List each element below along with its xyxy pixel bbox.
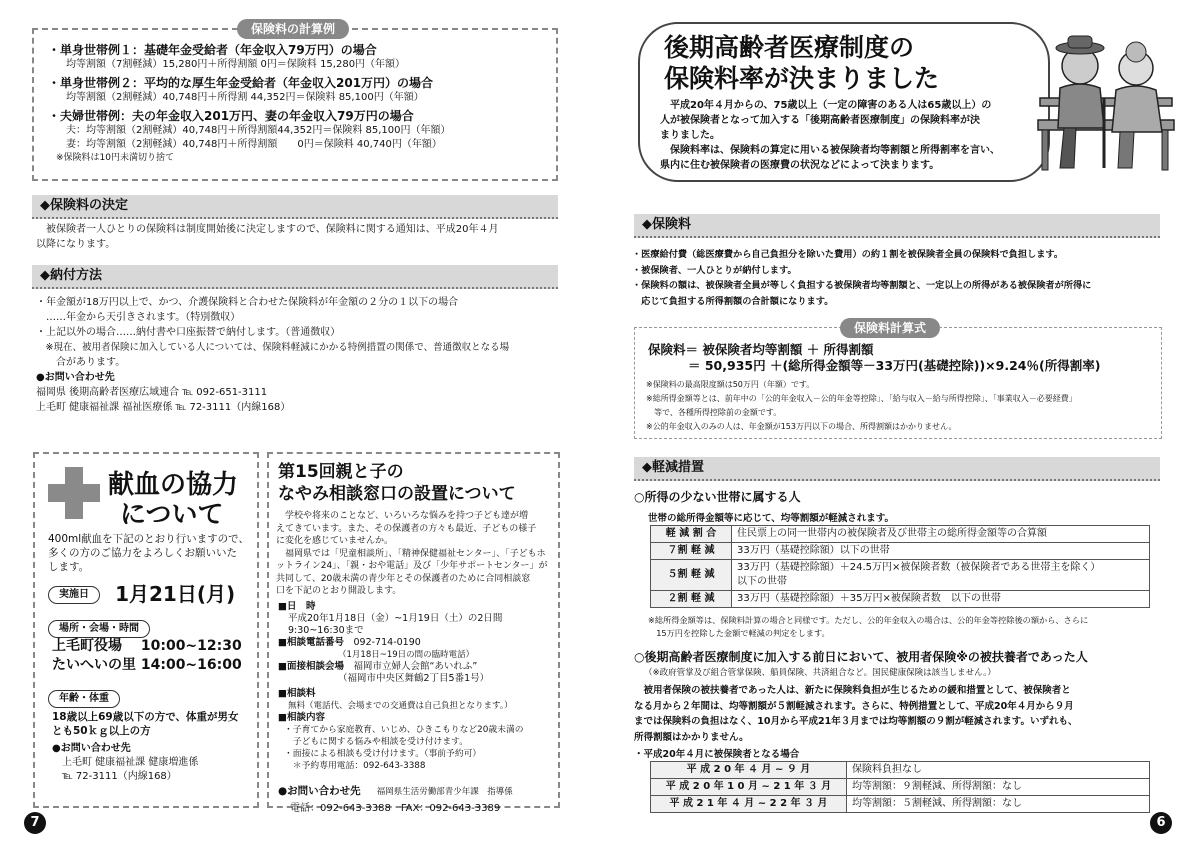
case-heading: ・単身世帯例１：基礎年金受給者（年金収入79万円）の場合 (48, 43, 377, 57)
table2-lead: ・平成20年４月に被保険者となる場合 (634, 749, 800, 760)
case-line: 夫：均等割額（2割軽減）40,748円＋所得割額44,352円＝保険料 85,100円（年額） (66, 125, 451, 136)
reduction-sub2-note: （※政府管掌及び組合管掌保険、船員保険、共済組合など。国民健康保険は該当しません。） (644, 668, 996, 678)
blood-age-text: 18歳以上69歳以下の方で、体重が男女 とも50ｋｇ以上の方 (52, 711, 239, 737)
calc-example-title: 保険料の計算例 (237, 19, 349, 39)
case-line: 妻：均等割額（2割軽減）40,748円＋所得割額 0円＝保険料 40,740円（年額） (66, 139, 442, 150)
payment-section-title: ◆納付方法 (32, 265, 558, 289)
date-label: 実施日 (48, 586, 100, 604)
blood-date-row (48, 578, 235, 607)
reduction-sub1-lead: 世帯の総所得金額等に応じて、均等割額が軽減されます。 (648, 513, 895, 524)
reduction-section-title: ◆軽減措置 (634, 457, 1160, 481)
header-title: 後期高齢者医療制度の 保険料率が決まりました (664, 33, 940, 93)
formula-notes: ※保険料の最高限度額は50万円（年額）です。 ※総所得金額等とは、前年中の「公的年金収入－公的年金等控除」、「給与収入－給与所得控除」、「事業収入－必要経費」 等で、各種所得控除前の金額です。 ※公的年金収入のみの人は、年金額が153万円以下の場合、所得割額はかかりません。 (646, 380, 1077, 431)
blood-title: 献血の協力 について (108, 470, 239, 530)
header-para: 平成20年４月からの、75歳以上（一定の障害のある人は65歳以上）の 人が被保険者となって加入する「後期高齢者医療制度」の保険料率が決 まりました。 保険料率は、保険料の算定に用いる被保険者均等割額と所得割率を言い、 県内に住む被保険者の医療費の状況などによって決まります。 (660, 100, 1000, 171)
consult-items: ■日 時 平成20年1月18日（金）~1月19日（土）の2日間 9:30~16:30まで ■相談電話番号 092-714-0190 （1月18日~19日の間の臨時電話） ■面接相談会場 福岡市立婦人会館“あいれふ” （福岡市中央区舞鶴2丁目5番1号） ■相談料 無料（電話代、会場までの交通費は自己負担となります。） ■相談内容 ・子育てから家庭教育、いじめ、ひきこもりなど20歳未満の 子どもに関する悩みや相談を受け付けます。 ・面接による相談も受け付けます。（事前予約可） ＊予約専用電話：092-643-3388 (278, 601, 524, 771)
calc-example-content (48, 42, 548, 165)
table1-note: ※総所得金額等は、保険料計算の場合と同様です。ただし、公的年金収入の場合は、公的年金等控除後の額から、さらに 15万円を控除した金額で軽減の判定をします。 (648, 615, 1089, 638)
table-row: ２割 軽 減 33万円（基礎控除額）＋35万円×被保険者数 以下の世帯 (651, 591, 1150, 608)
decision-text: 被保険者一人ひとりの保険料は制度開始後に決定しますので、保険料に関する通知は、平成20年４月 以降になります。 (36, 224, 499, 250)
consult-contact: ●お問い合わせ先 福岡県生活労働部青少年課 指導係 電話：092-643-3388 FAX：092-643-3389 (278, 785, 513, 814)
blood-contact: ●お問い合わせ先 上毛町 健康福祉課 健康増進係 ℡ 72-3111（内線168） (52, 743, 199, 782)
page-number-right: 6 (1150, 812, 1172, 834)
table-row: 平 成 2 1 年 ４ 月 ~ 2 2 年 ３ 月 均等割額：５割軽減、所得割額：なし (651, 796, 1150, 813)
table-row: ７割 軽 減 33万円（基礎控除額）以下の世帯 (651, 543, 1150, 560)
page-number-left: 7 (24, 812, 46, 834)
case-heading: ・夫婦世帯例：夫の年金収入201万円、妻の年金収入79万円の場合 (48, 109, 414, 123)
reduction-para: 被用者保険の被扶養者であった人は、新たに保険料負担が生じるための緩和措置として、被保険者と なる月から２年間は、均等割額が５割軽減されます。さらに、特例措置として、平成20年４月から９月 までは保険料の負担はなく、10月から平成21年３月までは均等割額の９割が軽減されます。いずれも、 所得割額はかかりません。 (634, 685, 1078, 743)
reduction-table-1 (650, 525, 1150, 608)
case-heading: ・単身世帯例２：平均的な厚生年金受給者（年金収入201万円）の場合 (48, 76, 434, 90)
table-row: 平 成 2 0 年 ４ 月 ~ ９ 月 保険料負担なし (651, 762, 1150, 779)
consult-title: 第15回親と子の なやみ相談窓口の設置について (278, 462, 516, 504)
case-line: 均等割額（2割軽減）40,748円＋所得割 44,352円＝保険料 85,100円（年額） (66, 92, 424, 103)
blood-places: 上毛町役場 10:00~12:30 たいへいの里 14:00~16:00 (52, 638, 242, 673)
payment-text: ・年金額が18万円以上で、かつ、介護保険料と合わせた保険料が年金額の２分の１以下の場合 ……年金から天引きされます。（特別徴収） ・上記以外の場合……納付書や口座振替で納付します。（普通徴収） ※現在、被用者保険に加入している人については、保険料軽減にかかる特例措置の関係で、普通徴収となる場 合があります。 ●お問い合わせ先 福岡県 後期高齢者医療広域連合 ℡ 092-651-3111 上毛町 健康福祉課 福祉医療係 ℡ 72-3111（内線168） (36, 295, 571, 415)
table-row: 軽 減 割 合 住民票上の同一世帯内の被保険者及び世帯主の総所得金額等の合算額 (651, 526, 1150, 543)
consult-intro: 学校や将来のことなど、いろいろな悩みを持つ子ども達が増 えてきています。また、その保護者の方々も最近、子どもの様子 に変化を感じていませんか。 福岡県では「児童相談所」、「精神保健福祉センター」、「子どもホ ットライン24」、「親・おや電話」及び「少年サポートセンター」が 共同して、20歳未満の青少年とその保護者のために合同相談窓 口を下記のとおり開設します。 (276, 511, 548, 596)
reduction-sub2: ○後期高齢者医療制度に加入する前日において、被用者保険※の被扶養者であった人 (634, 650, 1088, 664)
premium-section-title: ◆保険料 (634, 214, 1160, 238)
case-line: 均等割額（7割軽減）15,280円＋所得割額 0円＝保険料 15,280円（年額） (66, 59, 406, 70)
formula-title: 保険料計算式 (840, 318, 940, 338)
donation-date: 1月21日(月) (115, 582, 236, 606)
premium-text: ・医療給付費（総医療費から自己負担分を除いた費用）の約１割を被保険者全員の保険料で負担します。 ・被保険者、一人ひとりが納付します。 ・保険料の額は、被保険者全員が等しく負担する被保険者均等割額と、一定以上の所得がある被保険者が所得に 応じて負担する所得割額の合計額になります。 (632, 249, 1092, 307)
red-cross-icon (46, 465, 102, 521)
elderly-couple-illustration (1030, 28, 1180, 178)
blood-age-label: 年齢・体重 (48, 686, 120, 708)
table-row: 平 成 2 0 年 1 0 月 ~ 2 1 年 ３ 月 均等割額：９割軽減、所得割額：なし (651, 779, 1150, 796)
formula-lines: 保険料＝ 被保険者均等割額 ＋ 所得割額 ＝ 50,935円 ＋(総所得金額等－33万円(基礎控除))×9.24％(所得割率) (648, 342, 1101, 373)
decision-section-title: ◆保険料の決定 (32, 195, 558, 219)
reduction-table-2 (650, 761, 1150, 813)
blood-place-label: 場所・会場・時間 (48, 616, 150, 638)
blood-intro: 400ml献血を下記のとおり行いますので、 多くの方のご協力をよろしくお願いいた します。 (48, 533, 249, 573)
reduction-sub1: ○所得の少ない世帯に属する人 (634, 490, 801, 504)
calc-note: ※保険料は10円未満切り捨て (56, 153, 174, 163)
right-page (598, 0, 1196, 846)
table-row: ５割 軽 減 33万円（基礎控除額）＋24.5万円×被保険者数（被保険者である世帯主を除く） 以下の世帯 (651, 560, 1150, 591)
payment-contact-title: ●お問い合わせ先 (36, 372, 115, 383)
